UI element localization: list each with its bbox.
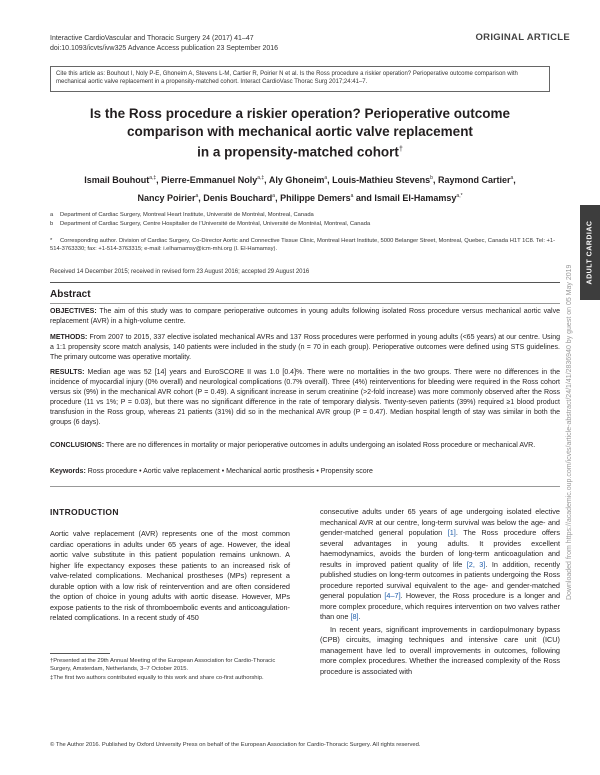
journal-line: Interactive CardioVascular and Thoracic Surgery 24 (2017) 41–47 [50,35,254,42]
abstract-bottom-rule [50,486,560,487]
footnote-equal-contribution: ‡The first two authors contributed equally to this work and share co-first authorship. [50,675,264,681]
abstract-top-rule [50,282,560,283]
received-dates: Received 14 December 2015; received in revised form 23 August 2016; accepted 29 August 2016 [50,269,310,275]
affiliation-b: b Department of Cardiac Surgery, Centre Hospitalier de l’Université de Montréal, Université de Montréal, Montreal, Canada [50,221,371,227]
section-side-tab [580,205,600,300]
author-line-2: Nancy Poirier$^a$, Denis Bouchard$^a$, Philippe Demers$^a$ and Ismail El-Hamamsy$^{a,*}$ [137,193,463,203]
reference-link[interactable]: [1] [447,528,456,537]
author-line-1: Ismail Bouhout$^{a,\ddagger}$, Pierre-Emmanuel Noly$^{a,\ddagger}$, Aly Ghoneim$^a$, Louis-Mathieu Stevens$^b$, Raymond Cartier$^a$, [84,175,516,185]
title-footnote-mark[interactable]: † [398,146,403,153]
abstract-divider [50,303,560,304]
intro-right-column [320,507,560,677]
abstract-conclusions: CONCLUSIONS: There are no differences in mortality or major perioperative outcomes in adults undergoing an isolated Ross procedure or mechanical AVR. [50,442,536,449]
intro-paragraph-2: In recent years, significant improvements in cardiopulmonary bypass (CPB) circuits, imaging techniques and intensive care unit (ICU) management have led to overall improvements in outcomes, following more complex procedures. Whether the increased complexity of the Ross procedure is associated with [320,624,560,676]
title-line-2: comparison with mechanical aortic valve replacement [127,124,473,139]
keywords: Keywords: Ross procedure • Aortic valve replacement • Mechanical aortic prosthesis • Propensity score [50,468,373,475]
corresponding-author: * Corresponding author. Division of Cardiac Surgery, Co-Director Aortic and Connective Tissue Clinic, Montreal Heart Institute, 5000 Belanger Street, Montreal, Quebec, Canada H1T 1C8. Tel: +1-514-3763330; fax: +1-514-3763315; e-mail: i.elhamamsy@icm-mhi.org (I. El-Hamamsy). [50,238,556,252]
intro-paragraph-1: Aortic valve replacement (AVR) represents one of the most common cardiac operations in adults under 65 years of age. However, the ideal aortic valve substitute in this patient population remains unknown. A higher life expectancy exposes these patients to an increased risk of valve-related complications. Mechanical prostheses (MPs) represent a durable option with a low risk of reintervention and are often considered the option of choice in young adults with aortic disease. However, MPs expose patients to the risk of thromboembolic events and anticoagulation-related complications. In a recent study of 450 [50,529,290,622]
side-tab-label: ADULT CARDIAC [586,220,594,285]
abstract-results: RESULTS: Median age was 52 [14] years and EuroSCORE II was 1.0 [0.4]%. There were no mortalities in the two groups. There were no differences in the incidence of myocardial injury (0% overall) and neurological complications (0.7% overall). Three (4%) reinterventions for bleeding were required in the Ross cohort versus six (9%) in the mechanical AVR cohort (P = 0.49). A significant increase in serum creatinine (>2-fold increase) was more commonly observed after the Ross procedure (11 vs 1%; P = 0.03), but there was no significant difference in the rate of temporary dialysis. Twenty-seven patients (39%) required ≥1 blood product transfusion in the Ross group, whereas 21 patients (31%) did so in the mechanical AVR group (P = 0.47). Median hospital length of stay was similar in both the groups (6 days). [50,369,560,426]
introduction-heading: INTRODUCTION [50,507,119,517]
reference-link[interactable]: [2, 3] [466,559,486,569]
footnote-rule [50,653,110,654]
reference-link[interactable]: [4–7] [384,591,401,600]
affiliation-a: a Department of Cardiac Surgery, Montreal Heart Institute, Université de Montréal, Montreal, Canada [50,212,314,218]
download-watermark-text: Downloaded from https://academic.oup.com/icvts/article-abstract/24/1/41/2836940 by guest on 05 May 2019 [566,264,573,600]
doi-line: doi:10.1093/icvts/ivw325 Advance Access publication 23 September 2016 [50,45,279,52]
copyright-notice: © The Author 2016. Published by Oxford University Press on behalf of the European Association for Cardio-Thoracic Surgery. All rights reserved. [50,742,421,748]
citation-box [50,66,550,92]
journal-header [50,34,278,54]
footnote-presented: †Presented at the 29th Annual Meeting of the European Association for Cardio-Thoracic Surgery, Amsterdam, Netherlands, 3–7 October 2015. [50,658,276,672]
reference-link[interactable]: [8] [350,612,359,621]
download-watermark [566,170,578,600]
title-line-3: in a propensity-matched cohort† [197,144,403,160]
abstract-objectives: OBJECTIVES: The aim of this study was to compare perioperative outcomes in young adults following isolated Ross procedure versus mechanical aortic valve replacement (AVR) in a high-volume centre. [50,308,560,325]
abstract-heading: Abstract [50,289,91,300]
abstract-methods: METHODS: From 2007 to 2015, 337 elective isolated mechanical AVRs and 137 Ross procedures were performed in young adults (<65 years) at our centre. Using a 1:1 propensity score match analysis, 140 patients were included in the study (n = 70 in each group). Perioperative outcomes were defined using STS guidelines. The primary outcome was operative mortality. [50,334,560,361]
article-type-label: ORIGINAL ARTICLE [475,32,570,43]
citation-text: Cite this article as: Bouhout I, Noly P-E, Ghoneim A, Stevens L-M, Cartier R, Poirier N et al. Is the Ross procedure a riskier operation? Perioperative outcome comparison with mechanical aortic valve replacement in a propensity-matched cohort. Interact CardioVasc Thorac Surg 2017;24:41–7. [56,71,518,85]
title-line-1: Is the Ross procedure a riskier operation? Perioperative outcome [89,106,511,121]
intro-paragraph-1-cont: consecutive adults under 65 years of age undergoing isolated elective mechanical AVR at our centre, long-term survival was below the age- and gender-matched general population [1]. The Ross procedure offers several advantages in young adults. It provides excellent haemodynamics, avoids the burden of long-term anticoagulation and results in improved patient quality of life [2, 3]. In addition, recently published studies on long-term outcomes in patients undergoing the Ross procedure reported survival equivalent to the age- and gender-matched general population [4–7]. However, the Ross procedure is a longer and more complex procedure, which requires intervention on two valves rather than one [8]. [320,507,561,621]
author-list [40,170,560,206]
article-title [40,105,560,162]
intro-left-column [50,529,290,624]
